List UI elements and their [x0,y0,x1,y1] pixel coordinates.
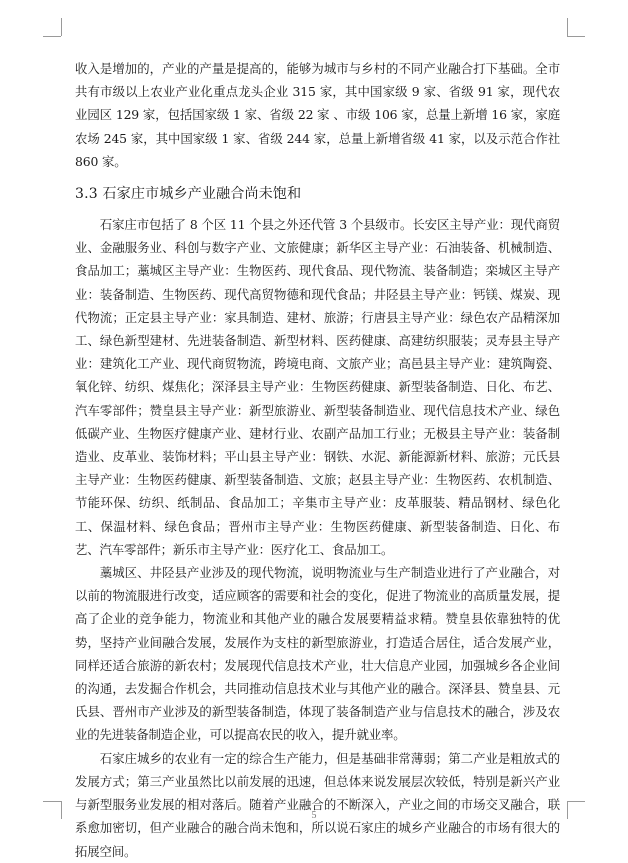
paragraph-continued: 收入是增加的，产业的产量是提高的，能够为城市与乡村的不同产业融合打下基础。全市共有市级以上农业产业化重点龙头企业 315 家，其中国家级 9 家、省级 91 家，现代农业园区 129 家，包括国家级 1 家、省级 22 家 、市级 106 家，总量上新增 16 家，家庭农场 245 家，其中国家级 1 家、省级 244 家，总量上新增省级 41 家，以及示范合作社 860 家。 [75,61,560,169]
crop-mark-bottom-right-h [567,801,585,802]
paragraph-industry-integration: 藁城区、井陉县产业涉及的现代物流，说明物流业与生产制造业进行了产业融合，对以前的物流服进行改变，适应顾客的需要和社会的变化，促进了物流业的高质量发展，提高了企业的竞争能力，物流业和其他产业的融合发展要精益求精。赞皇县依靠独特的优势，坚持产业间融合发展，发展作为支柱的新型旅游业，打造适合居住，适合发展产业，同样还适合旅游的新农村；发展现代信息技术产业，壮大信息产业园，加强城乡各企业间的沟通，去发掘合作机会，共同推动信息技术业与其他产业的融合。深泽县、赞皇县、元氏县、晋州市产业涉及的新型装备制造，体现了装备制造产业与信息技术的融合，涉及农业的先进装备制造企业，可以提高农民的收入，提升就业率。 [75,565,560,743]
crop-mark-top-right-h [567,36,585,37]
page-number: 5 [311,810,317,821]
section-heading: 3.3 石家庄市城乡产业融合尚未饱和 [75,186,302,203]
crop-mark-top-right-v [567,18,568,36]
crop-mark-top-left-v [61,18,62,36]
crop-mark-bottom-left-h [43,801,61,802]
paragraph-integration-unsaturated: 石家庄城乡的农业有一定的综合生产能力，但是基础非常薄弱；第二产业是粗放式的发展方式；第三产业虽然比以前发展的迅速，但总体来说发展层次较低，特别是新兴产业与新型服务业发展的相对落后。随着产业融合的不断深入，产业之间的市场交叉融合，联系愈加密切，但产业融合的融合尚未饱和，所以说石家庄的城乡产业融合的市场有很大的拓展空间。 [75,750,560,859]
document-body [75,57,560,863]
crop-mark-top-left-h [43,36,61,37]
paragraph-county-industries: 石家庄市包括了 8 个区 11 个县之外还代管 3 个县级市。长安区主导产业：现代商贸业、金融服务业、科创与数字产业、文旅健康；新华区主导产业：石油装备、机械制造、食品加工；藁城区主导产业：生物医药、现代食品、现代物流、装备制造；栾城区主导产业：装备制造、生物医药、现代高贸物德和现代食品；井陉县主导产业：钙镁、煤炭、现代物流；正定县主导产业：家具制造、建材、旅游；行唐县主导产业：绿色农产品精深加工、绿色新型建材、先进装备制造、新型材料、医药健康、高建纺织服装；灵寿县主导产业：建筑化工产业、现代商贸物流，跨境电商、文旅产业；高邑县主导产业：建筑陶瓷、氧化锌、纺织、煤焦化；深泽县主导产业：生物医药健康、新型装备制造、日化、布艺、汽车零部件；赞皇县主导产业：新型旅游业、新型装备制造业、现代信息技术产业、绿色低碳产业、生物医疗健康产业、建材行业、农副产品加工行业；无极县主导产业：装备制造业、皮革业、装饰材料；平山县主导产业：钢铁、水泥、新能源新材料、旅游；元氏县主导产业：生物医药健康、新型装备制造、文旅；赵县主导产业：生物医药、农机制造、节能环保、纺织、纸制品、食品加工；辛集市主导产业：皮革服装、精品钢材、绿色化工、保温材料、绿色食品；晋州市主导产业：生物医药健康、新型装备制造、日化、布艺、汽车零部件；新乐市主导产业：医疗化工、食品加工。 [75,217,560,557]
